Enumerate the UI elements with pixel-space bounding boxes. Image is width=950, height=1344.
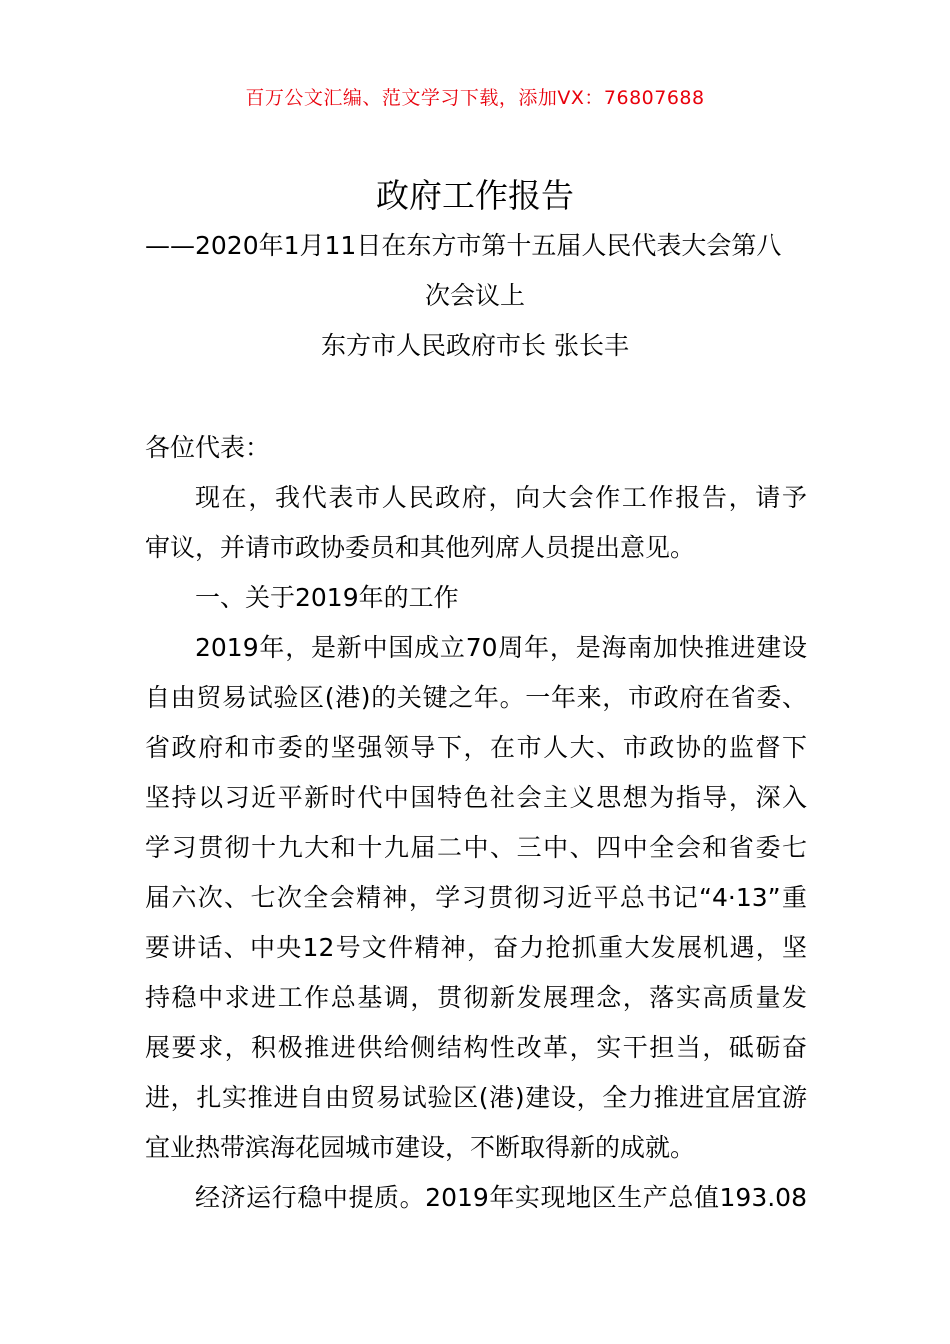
paragraph-line: 进，扎实推进自由贸易试验区(港)建设，全力推进宜居宜游 (145, 1083, 807, 1112)
document-title: 政府工作报告 (376, 176, 574, 215)
author-line: 东方市人民政府市长 张长丰 (321, 331, 629, 360)
paragraph-economy (145, 1173, 807, 1223)
paragraph-line: 展要求，积极推进供给侧结构性改革，实干担当，砥砺奋 (145, 1033, 807, 1062)
paragraph-line: 2019年，是新中国成立70周年，是海南加快推进建设 (195, 633, 807, 662)
subtitle-line-2: 次会议上 (424, 281, 525, 310)
paragraph-line: 届六次、七次全会精神，学习贯彻习近平总书记“4·13”重 (145, 883, 807, 912)
paragraph-line: 持稳中求进工作总基调，贯彻新发展理念，落实高质量发 (145, 983, 807, 1012)
paragraph-line: 宜业热带滨海花园城市建设，不断取得新的成就。 (145, 1133, 696, 1162)
paragraph-line: 学习贯彻十九大和十九届二中、三中、四中全会和省委七 (145, 833, 807, 862)
salutation: 各位代表： (145, 433, 271, 462)
paragraph-line: 自由贸易试验区(港)的关键之年。一年来，市政府在省委、 (145, 683, 807, 712)
paragraph-line: 坚持以习近平新时代中国特色社会主义思想为指导，深入 (145, 783, 807, 812)
paragraph-line: 现在，我代表市人民政府，向大会作工作报告，请予 (195, 483, 807, 512)
promo-banner: 百万公文汇编、范文学习下载，添加VX：76807688 (245, 87, 705, 109)
paragraph-line: 要讲话、中央12号文件精神，奋力抢抓重大发展机遇，坚 (145, 933, 807, 962)
paragraph-line: 经济运行稳中提质。2019年实现地区生产总值193.08 (195, 1183, 807, 1212)
paragraph-line: 省政府和市委的坚强领导下，在市人大、市政协的监督下 (145, 733, 807, 762)
paragraph-intro (145, 473, 807, 573)
paragraph-line: 审议，并请市政协委员和其他列席人员提出意见。 (145, 533, 696, 562)
section-heading: 一、关于2019年的工作 (195, 583, 459, 612)
subtitle-line-1: ——2020年1月11日在东方市第十五届人民代表大会第八 (145, 231, 782, 260)
paragraph-2019-overview (145, 623, 807, 1173)
report-body (145, 423, 807, 1223)
